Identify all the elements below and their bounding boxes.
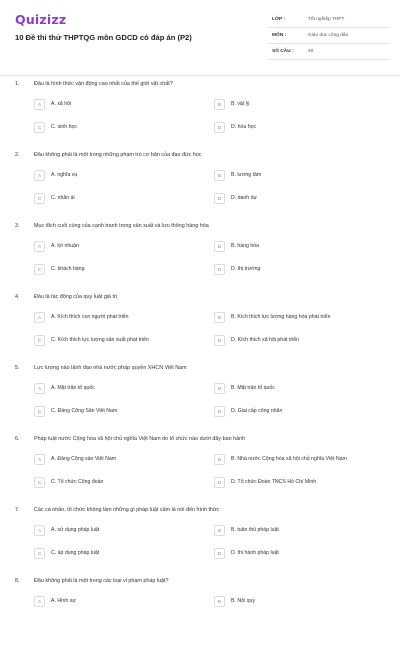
option-letter: B [214, 596, 225, 607]
question-text: Mục đích cuối cùng của cạnh tranh trong sản xuất và lưu thông hàng hóa [34, 223, 209, 229]
option-c[interactable] [34, 333, 174, 347]
question-text: Đâu không phải là một trong các loại vi phạm pháp luật? [34, 578, 169, 584]
option-letter: C [34, 122, 45, 133]
option-text: A. Mặt trận tổ quốc [51, 385, 95, 391]
option-text: A. sử dụng pháp luật [51, 527, 100, 533]
meta-row-class [268, 12, 390, 28]
meta-label-subject: MÔN : [272, 33, 287, 38]
option-text: D. thi hành pháp luật [231, 550, 279, 556]
option-letter: D [214, 335, 225, 346]
option-text: A. Đảng Cộng sản Việt Nam [51, 456, 117, 462]
question-text: Đâu là tác động của quy luật giá trị [34, 294, 118, 300]
option-letter: C [34, 477, 45, 488]
option-text: D. danh dự [231, 195, 257, 201]
question-text: Đâu không phải là một trong những phạm trù cơ bản của đạo đức học [34, 152, 202, 158]
meta-label-question-count: SỐ CÂU : [272, 49, 294, 54]
option-text: C. Tổ chức Công đoàn [51, 479, 104, 485]
header-divider [0, 75, 400, 76]
option-c[interactable] [34, 191, 174, 205]
option-text: D. Giai cấp công nhân [231, 408, 283, 414]
option-text: C. sinh học [51, 124, 77, 130]
question-number: 1. [15, 81, 20, 87]
option-d[interactable] [214, 475, 354, 489]
option-letter: D [214, 548, 225, 559]
question-number: 7. [15, 507, 20, 513]
option-text: B. Nội quy [231, 598, 255, 604]
option-text: C. Đảng Cộng Sản Việt Nam [51, 408, 118, 414]
option-text: C. áp dụng pháp luật [51, 550, 100, 556]
option-text: D. Kích thích xã hội phát triển [231, 337, 300, 343]
question-1 [0, 78, 400, 149]
option-d[interactable] [214, 333, 354, 347]
question-list [0, 78, 400, 646]
option-letter: C [34, 335, 45, 346]
question-6 [0, 433, 400, 504]
option-letter: A [34, 454, 45, 465]
question-8 [0, 575, 400, 646]
option-b[interactable] [214, 452, 354, 466]
option-letter: C [34, 548, 45, 559]
option-a[interactable] [34, 452, 174, 466]
option-letter: A [34, 525, 45, 536]
quizizz-logo: Quizizz [15, 12, 67, 27]
meta-value-class: Tốt nghiệp THPT [308, 17, 345, 22]
option-text: B. vật lý [231, 101, 250, 107]
meta-row-question-count [268, 44, 390, 60]
option-letter: D [214, 477, 225, 488]
option-a[interactable] [34, 310, 174, 324]
option-letter: B [214, 525, 225, 536]
option-b[interactable] [214, 310, 354, 324]
option-letter: D [214, 193, 225, 204]
option-text: C. Kích thích lực lượng sản xuất phát triển [51, 337, 149, 343]
option-letter: A [34, 99, 45, 110]
question-4 [0, 291, 400, 362]
option-letter: C [34, 406, 45, 417]
option-text: B. Mặt trận tổ quốc [231, 385, 275, 391]
option-letter: B [214, 241, 225, 252]
question-text: Lực lượng nào lãnh đạo nhà nước pháp quyền XHCN Việt Nam [34, 365, 187, 371]
option-letter: A [34, 241, 45, 252]
question-3 [0, 220, 400, 291]
option-c[interactable] [34, 404, 174, 418]
option-letter: D [214, 122, 225, 133]
worksheet-meta-table [268, 12, 390, 60]
option-letter: D [214, 264, 225, 275]
option-d[interactable] [214, 262, 354, 276]
option-text: B. hàng hóa [231, 243, 259, 249]
option-text: A. xã hội [51, 101, 72, 107]
option-text: C. nhân ái [51, 195, 75, 201]
option-c[interactable] [34, 262, 174, 276]
option-d[interactable] [214, 191, 354, 205]
option-text: C. khách hàng [51, 266, 85, 272]
option-c[interactable] [34, 475, 174, 489]
meta-label-class: LỚP : [272, 17, 286, 22]
option-letter: C [34, 193, 45, 204]
question-number: 4. [15, 294, 20, 300]
question-5 [0, 362, 400, 433]
option-letter: B [214, 454, 225, 465]
option-b[interactable] [214, 594, 354, 608]
option-a[interactable] [34, 239, 174, 253]
question-7 [0, 504, 400, 575]
question-number: 3. [15, 223, 20, 229]
worksheet-title: 10 Đề thi thử THPTQG môn GDCD có đáp án (P2) [15, 33, 192, 42]
question-2 [0, 149, 400, 220]
option-text: B. Kích thích lực lượng hàng hóa phát triển [231, 314, 331, 320]
option-text: A. Hình sự [51, 598, 76, 604]
option-text: A. nghĩa vụ [51, 172, 78, 178]
option-text: B. Nhà nước Cộng hòa xã hội chủ nghĩa Việt Nam [231, 456, 347, 462]
worksheet-header [0, 0, 400, 68]
option-text: A. Kích thích con người phát triển [51, 314, 129, 320]
question-number: 8. [15, 578, 20, 584]
meta-value-subject: Giáo dục công dân [308, 33, 349, 38]
option-b[interactable] [214, 97, 354, 111]
option-text: D. Tổ chức Đoàn TNCS Hồ Chí Minh [231, 479, 317, 485]
option-b[interactable] [214, 168, 354, 182]
option-c[interactable] [34, 120, 174, 134]
question-number: 2. [15, 152, 20, 158]
option-b[interactable] [214, 523, 354, 537]
option-d[interactable] [214, 404, 354, 418]
option-letter: A [34, 312, 45, 323]
option-letter: B [214, 383, 225, 394]
question-text: Pháp luật nước Cộng hòa xã hội chủ nghĩa Việt Nam do tổ chức nào dưới đây ban hành [34, 436, 246, 442]
option-letter: B [214, 312, 225, 323]
option-letter: A [34, 383, 45, 394]
option-d[interactable] [214, 120, 354, 134]
option-text: D. thị trường [231, 266, 261, 272]
option-a[interactable] [34, 594, 174, 608]
option-a[interactable] [34, 97, 174, 111]
question-number: 6. [15, 436, 20, 442]
option-a[interactable] [34, 168, 174, 182]
option-letter: C [34, 264, 45, 275]
option-letter: D [214, 406, 225, 417]
option-letter: A [34, 170, 45, 181]
option-letter: B [214, 170, 225, 181]
question-text: Các cá nhân, tổ chức không làm những gì pháp luật cấm là nói đến hình thức [34, 507, 220, 513]
option-c[interactable] [34, 546, 174, 560]
question-number: 5. [15, 365, 20, 371]
option-text: B. lương tâm [231, 172, 262, 178]
option-text: D. hóa học [231, 124, 257, 130]
option-a[interactable] [34, 381, 174, 395]
option-d[interactable] [214, 546, 354, 560]
meta-row-subject [268, 28, 390, 44]
option-b[interactable] [214, 381, 354, 395]
option-letter: A [34, 596, 45, 607]
option-text: B. tuân thủ pháp luật [231, 527, 279, 533]
option-a[interactable] [34, 523, 174, 537]
option-b[interactable] [214, 239, 354, 253]
option-text: A. lợi nhuận [51, 243, 79, 249]
question-text: Đâu là hình thức vận động cao nhất của thế giới vật chất? [34, 81, 173, 87]
option-letter: B [214, 99, 225, 110]
meta-value-question-count: 40 [308, 49, 314, 54]
